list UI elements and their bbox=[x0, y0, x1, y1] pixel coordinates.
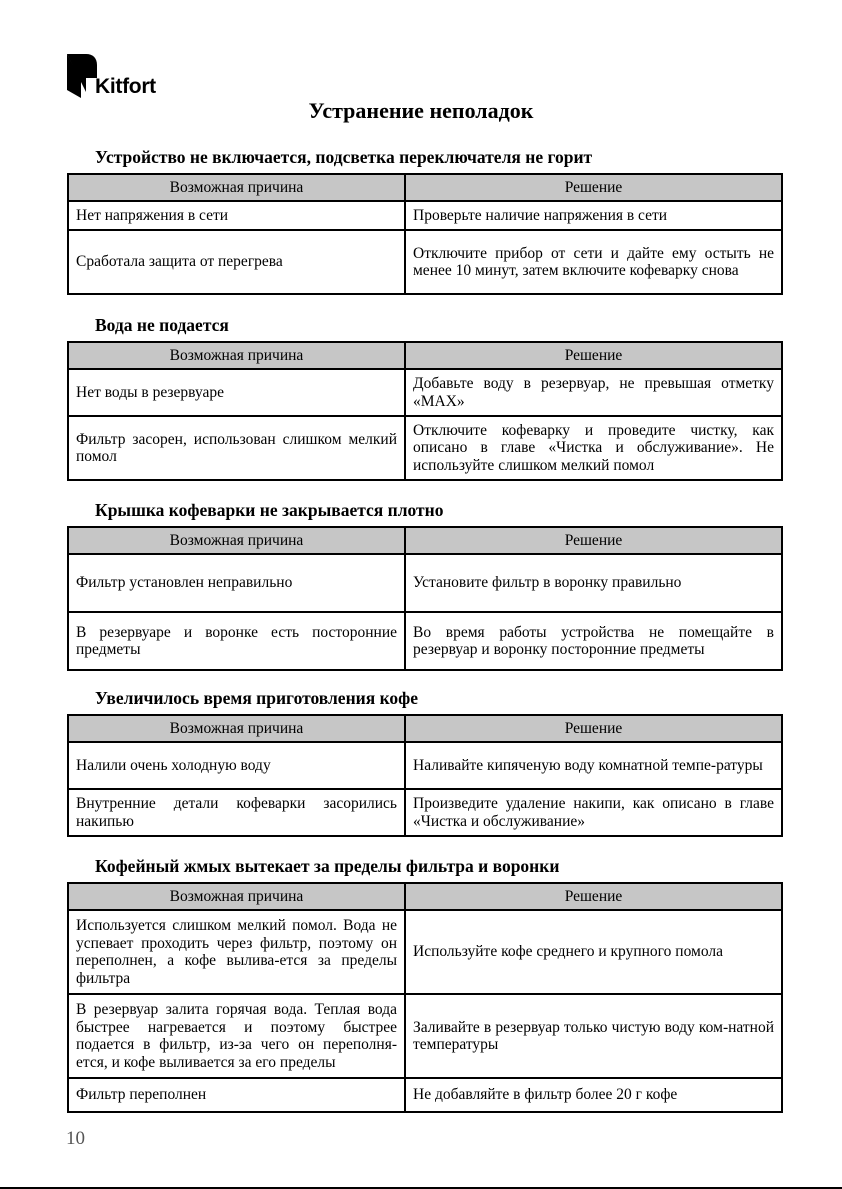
table-header-row bbox=[68, 527, 782, 554]
cause-cell: Нет воды в резервуаре bbox=[68, 369, 405, 416]
header-cause: Возможная причина bbox=[68, 342, 405, 369]
brand-name: Kitfort bbox=[95, 75, 156, 98]
troubleshooting-table bbox=[67, 173, 783, 295]
header-solution: Решение bbox=[405, 715, 782, 742]
cause-cell: Фильтр переполнен bbox=[68, 1078, 405, 1112]
section-heading: Увеличилось время приготовления кофе bbox=[95, 688, 419, 708]
table-header-row bbox=[68, 174, 782, 201]
table-row bbox=[68, 910, 782, 994]
header-solution: Решение bbox=[405, 342, 782, 369]
troubleshooting-table bbox=[67, 526, 783, 671]
table-row bbox=[68, 742, 782, 789]
table-row bbox=[68, 612, 782, 670]
solution-cell: Произведите удаление накипи, как описано в главе «Чистка и обслуживание» bbox=[405, 789, 782, 836]
header-cause: Возможная причина bbox=[68, 883, 405, 910]
section-lid bbox=[67, 500, 781, 671]
section-grounds-overflow bbox=[67, 856, 781, 1113]
cause-cell: В резервуар залита горячая вода. Теплая вода быстрее нагревается и поэтому быстрее подается в фильтр, из-за чего он переполня-ется, и кофе выливается за его пределы bbox=[68, 994, 405, 1078]
section-heading: Устройство не включается, подсветка переключателя не горит bbox=[95, 147, 593, 167]
table-row bbox=[68, 416, 782, 480]
solution-cell: Наливайте кипяченую воду комнатной темпе-ратуры bbox=[405, 742, 782, 789]
cause-cell: Сработала защита от перегрева bbox=[68, 230, 405, 294]
header-solution: Решение bbox=[405, 174, 782, 201]
cause-cell: Внутренние детали кофеварки засорились накипью bbox=[68, 789, 405, 836]
table-header-row bbox=[68, 715, 782, 742]
table-row bbox=[68, 230, 782, 294]
cause-cell: Используется слишком мелкий помол. Вода не успевает проходить через фильтр, поэтому он переполнен, а кофе вылива-ется за пределы фильтра bbox=[68, 910, 405, 994]
solution-cell: Не добавляйте в фильтр более 20 г кофе bbox=[405, 1078, 782, 1112]
troubleshooting-table bbox=[67, 882, 783, 1113]
page-number: 10 bbox=[66, 1128, 85, 1149]
header-solution: Решение bbox=[405, 883, 782, 910]
section-heading: Крышка кофеварки не закрывается плотно bbox=[95, 500, 444, 520]
table-row bbox=[68, 369, 782, 416]
section-heading: Кофейный жмых вытекает за пределы фильтра и воронки bbox=[95, 856, 560, 876]
solution-cell: Добавьте воду в резервуар, не превышая отметку «MAX» bbox=[405, 369, 782, 416]
solution-cell: Заливайте в резервуар только чистую воду ком-натной температуры bbox=[405, 994, 782, 1078]
section-heading: Вода не подается bbox=[95, 315, 229, 335]
solution-cell: Проверьте наличие напряжения в сети bbox=[405, 201, 782, 230]
cause-cell: Фильтр засорен, использован слишком мелкий помол bbox=[68, 416, 405, 480]
section-brew-time bbox=[67, 688, 781, 837]
solution-cell: Отключите кофеварку и проведите чистку, как описано в главе «Чистка и обслуживание». Не используйте слишком мелкий помол bbox=[405, 416, 782, 480]
table-row bbox=[68, 789, 782, 836]
solution-cell: Используйте кофе среднего и крупного помола bbox=[405, 910, 782, 994]
cause-cell: Фильтр установлен неправильно bbox=[68, 554, 405, 612]
troubleshooting-table bbox=[67, 341, 783, 481]
cause-cell: Нет напряжения в сети bbox=[68, 201, 405, 230]
section-no-power bbox=[67, 147, 781, 295]
cause-cell: В резервуаре и воронке есть посторонние предметы bbox=[68, 612, 405, 670]
table-row bbox=[68, 994, 782, 1078]
table-header-row bbox=[68, 342, 782, 369]
header-solution: Решение bbox=[405, 527, 782, 554]
table-header-row bbox=[68, 883, 782, 910]
solution-cell: Во время работы устройства не помещайте в резервуар и воронку посторонние предметы bbox=[405, 612, 782, 670]
solution-cell: Отключите прибор от сети и дайте ему остыть не менее 10 минут, затем включите кофеварку снова bbox=[405, 230, 782, 294]
solution-cell: Установите фильтр в воронку правильно bbox=[405, 554, 782, 612]
table-row bbox=[68, 554, 782, 612]
section-no-water bbox=[67, 315, 781, 481]
page-title: Устранение неполадок bbox=[308, 98, 534, 123]
troubleshooting-table bbox=[67, 714, 783, 837]
header-cause: Возможная причина bbox=[68, 174, 405, 201]
cause-cell: Налили очень холодную воду bbox=[68, 742, 405, 789]
table-row bbox=[68, 1078, 782, 1112]
header-cause: Возможная причина bbox=[68, 527, 405, 554]
header-cause: Возможная причина bbox=[68, 715, 405, 742]
table-row bbox=[68, 201, 782, 230]
